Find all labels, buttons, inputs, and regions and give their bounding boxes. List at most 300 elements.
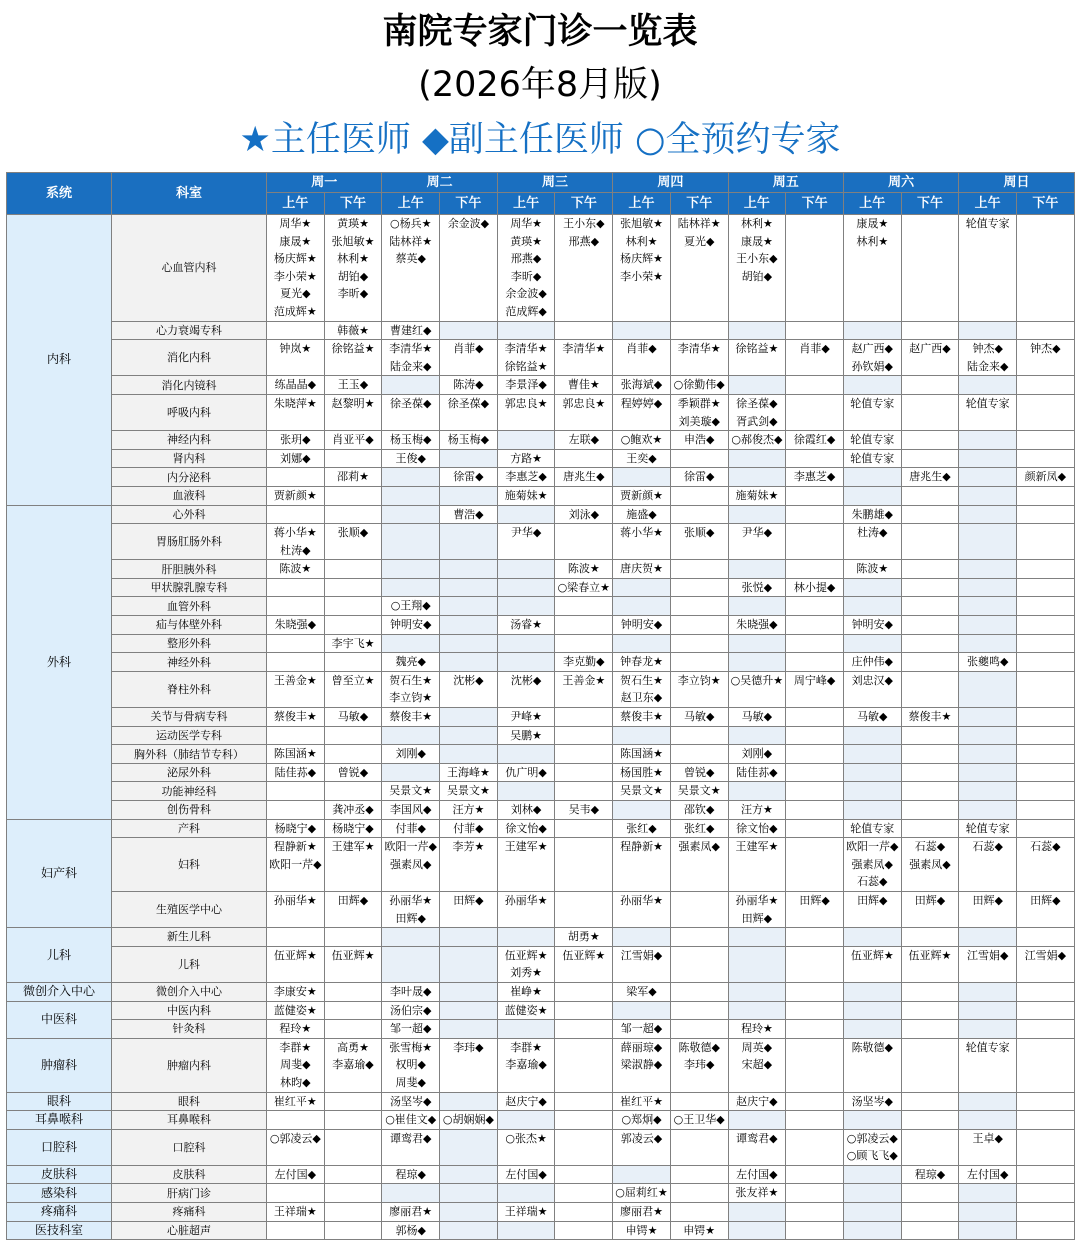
- pm-slot: [901, 763, 959, 782]
- doctor-name: 左付国◆: [274, 1167, 317, 1181]
- doctor-name: 蒋小华★: [273, 526, 317, 540]
- am-slot: [497, 671, 555, 707]
- doctor-name: 田辉◆: [1030, 893, 1061, 907]
- doctor-name: 轮值专家: [965, 396, 1010, 410]
- pm-slot: [1017, 1092, 1075, 1111]
- pm-slot: [670, 634, 728, 653]
- pm-slot: [1017, 653, 1075, 672]
- doctor-name: 谭鸾君◆: [736, 1131, 778, 1145]
- pm-slot: [555, 468, 613, 487]
- doctor-name: 李惠芝◆: [505, 470, 547, 484]
- doctor-name: 李玮◆: [453, 1040, 484, 1054]
- doctor-name: 轮值专家: [850, 433, 895, 447]
- am-slot: [267, 505, 325, 524]
- pm-slot: [440, 1111, 498, 1130]
- am-slot: [728, 726, 786, 745]
- pm-slot: [440, 726, 498, 745]
- doctor-name: 徐铭益★: [504, 359, 548, 373]
- schedule-row: [7, 745, 1075, 764]
- pm-slot: [1017, 782, 1075, 801]
- doctor-name: 申锷★: [625, 1223, 658, 1237]
- doctor-name: 徐圣葆◆: [390, 396, 432, 410]
- doctor-name: 李叶晟◆: [390, 984, 432, 998]
- pm-slot: [670, 486, 728, 505]
- am-slot: [497, 782, 555, 801]
- doctor-name: 周英◆: [741, 1040, 773, 1054]
- pm-slot: [786, 1203, 844, 1222]
- am-slot: [959, 946, 1017, 982]
- doctor-name: 汤坚岑◆: [851, 1094, 894, 1108]
- doctor-name: 李清华★: [389, 342, 433, 356]
- pm-slot: [786, 928, 844, 947]
- am-slot: [959, 376, 1017, 395]
- doctor-name: 田辉◆: [857, 893, 888, 907]
- pm-slot: [555, 1092, 613, 1111]
- dept-cell: 肿瘤内科: [112, 1038, 267, 1092]
- header-pm: 下午: [555, 193, 613, 215]
- doctor-name: 梁淑静◆: [620, 1058, 663, 1072]
- doctor-name: 欧阳一芹◆: [269, 857, 322, 871]
- doctor-name: 龚冲丞◆: [332, 803, 374, 816]
- doctor-name: 崔红平★: [273, 1094, 317, 1108]
- am-slot: [497, 215, 555, 322]
- doctor-name: 孙丽华★: [273, 893, 317, 907]
- doctor-name: 陈波★: [567, 562, 600, 576]
- pm-slot: [440, 708, 498, 727]
- am-slot: [728, 745, 786, 764]
- am-slot: [843, 763, 901, 782]
- pm-slot: [670, 946, 728, 982]
- am-slot: [613, 653, 671, 672]
- pm-slot: [901, 449, 959, 468]
- pm-slot: [440, 745, 498, 764]
- am-slot: [497, 982, 555, 1001]
- am-slot: [382, 745, 440, 764]
- doctor-name: 马敏◆: [857, 710, 888, 724]
- pm-slot: [324, 891, 382, 927]
- doctor-name: 程玲★: [279, 1022, 312, 1036]
- pm-slot: [901, 376, 959, 395]
- pm-slot: [555, 1001, 613, 1020]
- pm-slot: [555, 215, 613, 322]
- doctor-name: 轮值专家: [965, 217, 1010, 230]
- am-slot: [613, 1221, 671, 1240]
- am-slot: [728, 215, 786, 322]
- doctor-name: 程琼◆: [395, 1167, 426, 1181]
- pm-slot: [440, 819, 498, 838]
- doctor-name: 徐文怡◆: [505, 821, 547, 835]
- doctor-name: 陆佳荪◆: [274, 765, 317, 779]
- doctor-name: 余金波◆: [505, 287, 547, 301]
- pm-slot: [1017, 763, 1075, 782]
- schedule-row: [7, 1001, 1075, 1020]
- am-slot: [497, 597, 555, 616]
- doctor-name: 唐兆生◆: [909, 470, 951, 484]
- dept-cell: 脊柱外科: [112, 671, 267, 707]
- am-slot: [959, 763, 1017, 782]
- pm-slot: [555, 1221, 613, 1240]
- doctor-name: 杨庆辉★: [273, 252, 317, 266]
- doctor-name: 肖亚平◆: [332, 433, 374, 447]
- doctor-name: 崔红平★: [620, 1094, 663, 1108]
- doctor-name: 马敏◆: [683, 710, 715, 724]
- am-slot: [613, 1092, 671, 1111]
- am-slot: [613, 1165, 671, 1184]
- pm-slot: [786, 891, 844, 927]
- am-slot: [382, 1038, 440, 1092]
- schedule-row: [7, 671, 1075, 707]
- header-pm: 下午: [324, 193, 382, 215]
- pm-slot: [1017, 560, 1075, 579]
- am-slot: [267, 524, 325, 560]
- doctor-name: ○崔佳文◆: [385, 1113, 437, 1127]
- schedule-row: [7, 928, 1075, 947]
- pm-slot: [440, 394, 498, 430]
- doctor-name: 康晟★: [740, 234, 773, 248]
- am-slot: [959, 1184, 1017, 1203]
- pm-slot: [1017, 1184, 1075, 1203]
- doctor-name: 魏亮◆: [395, 655, 426, 669]
- doctor-name: 蒋小华★: [620, 526, 663, 540]
- doctor-name: 张友祥★: [735, 1186, 779, 1200]
- am-slot: [728, 524, 786, 560]
- am-slot: [728, 708, 786, 727]
- pm-slot: [324, 838, 382, 892]
- doctor-name: 郭忠良★: [504, 396, 548, 410]
- am-slot: [382, 801, 440, 820]
- schedule-row: [7, 763, 1075, 782]
- doctor-name: 伍亚辉★: [908, 948, 952, 962]
- doctor-name: 陈敬德◆: [678, 1040, 720, 1054]
- pm-slot: [901, 524, 959, 560]
- pm-slot: [786, 782, 844, 801]
- schedule-row: [7, 468, 1075, 487]
- schedule-row: [7, 1020, 1075, 1039]
- am-slot: [613, 671, 671, 707]
- doctor-name: 陆林祥★: [677, 217, 721, 230]
- pm-slot: [555, 982, 613, 1001]
- pm-slot: [901, 1020, 959, 1039]
- doctor-name: 石蕊◆: [1030, 840, 1061, 854]
- am-slot: [382, 782, 440, 801]
- doctor-name: 张玥◆: [280, 433, 311, 447]
- pm-slot: [555, 763, 613, 782]
- pm-slot: [324, 1001, 382, 1020]
- am-slot: [497, 394, 555, 430]
- dept-cell: 消化内科: [112, 340, 267, 376]
- pm-slot: [901, 801, 959, 820]
- doctor-name: 朱晓萍★: [273, 396, 317, 410]
- am-slot: [382, 394, 440, 430]
- am-slot: [497, 819, 555, 838]
- doctor-name: 蔡英◆: [395, 252, 426, 266]
- am-slot: [613, 578, 671, 597]
- doctor-name: 林利★: [625, 234, 658, 248]
- am-slot: [728, 1111, 786, 1130]
- am-slot: [267, 782, 325, 801]
- doctor-name: 伍亚辉★: [331, 948, 375, 962]
- header-pm: 下午: [670, 193, 728, 215]
- am-slot: [613, 394, 671, 430]
- pm-slot: [324, 634, 382, 653]
- pm-slot: [324, 524, 382, 560]
- pm-slot: [1017, 505, 1075, 524]
- pm-slot: [786, 321, 844, 340]
- doctor-name: 刘刚◆: [741, 747, 773, 761]
- dept-cell: 心脏超声: [112, 1221, 267, 1240]
- am-slot: [497, 431, 555, 450]
- am-slot: [613, 449, 671, 468]
- pm-slot: [324, 578, 382, 597]
- doctor-name: 林利★: [740, 217, 773, 230]
- pm-slot: [786, 524, 844, 560]
- am-slot: [959, 708, 1017, 727]
- am-slot: [728, 560, 786, 579]
- doctor-name: 田辉◆: [741, 911, 773, 925]
- am-slot: [382, 340, 440, 376]
- pm-slot: [440, 1001, 498, 1020]
- doctor-name: 钟明安◆: [620, 618, 663, 632]
- doctor-name: 伍亚辉★: [850, 948, 894, 962]
- doctor-name: 梁军◆: [626, 984, 657, 998]
- pm-slot: [555, 671, 613, 707]
- doctor-name: 程玲★: [740, 1022, 773, 1036]
- am-slot: [728, 616, 786, 635]
- pm-slot: [670, 340, 728, 376]
- am-slot: [959, 891, 1017, 927]
- doctor-name: 李清华★: [562, 342, 606, 356]
- pm-slot: [440, 340, 498, 376]
- am-slot: [959, 505, 1017, 524]
- schedule-row: [7, 578, 1075, 597]
- doctor-name: 邹一超◆: [620, 1022, 663, 1036]
- am-slot: [613, 376, 671, 395]
- am-slot: [728, 928, 786, 947]
- doctor-name: 欧阳一芹◆: [384, 840, 437, 854]
- doctor-name: 刘林◆: [510, 803, 542, 816]
- am-slot: [843, 801, 901, 820]
- am-slot: [267, 801, 325, 820]
- doctor-name: 杨庆辉★: [620, 252, 663, 266]
- am-slot: [959, 838, 1017, 892]
- doctor-name: 刘秀★: [510, 966, 543, 980]
- am-slot: [613, 819, 671, 838]
- am-slot: [843, 486, 901, 505]
- pm-slot: [1017, 215, 1075, 322]
- schedule-row: [7, 1221, 1075, 1240]
- doctor-name: 廖丽君★: [389, 1205, 433, 1219]
- pm-slot: [786, 1129, 844, 1165]
- am-slot: [728, 1001, 786, 1020]
- pm-slot: [555, 505, 613, 524]
- header-pm: 下午: [1017, 193, 1075, 215]
- doctor-name: ○屈莉红★: [615, 1186, 668, 1200]
- pm-slot: [324, 1221, 382, 1240]
- am-slot: [497, 524, 555, 560]
- pm-slot: [670, 982, 728, 1001]
- am-slot: [613, 616, 671, 635]
- doctor-name: 左付国◆: [505, 1167, 547, 1181]
- doctor-name: 范成辉★: [273, 304, 317, 318]
- pm-slot: [1017, 578, 1075, 597]
- pm-slot: [786, 215, 844, 322]
- pm-slot: [324, 819, 382, 838]
- doctor-name: 孙丽华★: [735, 893, 779, 907]
- pm-slot: [670, 321, 728, 340]
- doctor-name: 蔡俊丰★: [389, 710, 433, 724]
- am-slot: [267, 1020, 325, 1039]
- am-slot: [382, 560, 440, 579]
- doctor-name: 贺石生★: [389, 673, 433, 687]
- pm-slot: [555, 597, 613, 616]
- pm-slot: [1017, 321, 1075, 340]
- pm-slot: [555, 431, 613, 450]
- pm-slot: [670, 215, 728, 322]
- pm-slot: [324, 763, 382, 782]
- schedule-row: [7, 801, 1075, 820]
- pm-slot: [670, 578, 728, 597]
- am-slot: [497, 449, 555, 468]
- am-slot: [843, 1020, 901, 1039]
- am-slot: [959, 745, 1017, 764]
- doctor-name: 徐文怡◆: [736, 821, 778, 835]
- header-day: 周一: [267, 173, 382, 193]
- schedule-row: [7, 1092, 1075, 1111]
- am-slot: [959, 1129, 1017, 1165]
- pm-slot: [324, 560, 382, 579]
- doctor-name: 张顺◆: [337, 526, 369, 540]
- pm-slot: [555, 376, 613, 395]
- pm-slot: [786, 745, 844, 764]
- pm-slot: [555, 524, 613, 560]
- am-slot: [728, 340, 786, 376]
- am-slot: [843, 819, 901, 838]
- pm-slot: [670, 1221, 728, 1240]
- doctor-name: 刘美璇◆: [678, 414, 720, 428]
- pm-slot: [901, 505, 959, 524]
- am-slot: [613, 891, 671, 927]
- doctor-name: 朱晓强◆: [274, 618, 317, 632]
- pm-slot: [555, 394, 613, 430]
- am-slot: [613, 560, 671, 579]
- am-slot: [728, 838, 786, 892]
- pm-slot: [324, 449, 382, 468]
- am-slot: [613, 1020, 671, 1039]
- am-slot: [497, 838, 555, 892]
- am-slot: [267, 891, 325, 927]
- system-cell: 中医科: [7, 1001, 112, 1038]
- pm-slot: [555, 560, 613, 579]
- am-slot: [382, 708, 440, 727]
- pm-slot: [324, 1092, 382, 1111]
- pm-slot: [324, 505, 382, 524]
- header-am: 上午: [382, 193, 440, 215]
- am-slot: [959, 1092, 1017, 1111]
- dept-cell: 神经内科: [112, 431, 267, 450]
- am-slot: [613, 486, 671, 505]
- dept-cell: 心血管内科: [112, 215, 267, 322]
- header-day: 周五: [728, 173, 843, 193]
- doctor-name: 唐庆贺★: [620, 562, 663, 576]
- schedule-row: [7, 634, 1075, 653]
- pm-slot: [1017, 597, 1075, 616]
- pm-slot: [440, 801, 498, 820]
- am-slot: [497, 891, 555, 927]
- doctor-name: 林小提◆: [793, 580, 836, 594]
- dept-cell: 关节与骨病专科: [112, 708, 267, 727]
- pm-slot: [440, 376, 498, 395]
- doctor-name: 薛丽琼◆: [620, 1040, 663, 1054]
- am-slot: [382, 486, 440, 505]
- pm-slot: [555, 578, 613, 597]
- am-slot: [843, 215, 901, 322]
- doctor-name: 徐霞红◆: [793, 433, 836, 447]
- am-slot: [843, 946, 901, 982]
- doctor-name: 王奕◆: [626, 451, 657, 465]
- am-slot: [728, 578, 786, 597]
- pm-slot: [786, 1111, 844, 1130]
- am-slot: [613, 597, 671, 616]
- pm-slot: [440, 634, 498, 653]
- am-slot: [959, 449, 1017, 468]
- pm-slot: [670, 671, 728, 707]
- pm-slot: [901, 1129, 959, 1165]
- am-slot: [843, 1203, 901, 1222]
- am-slot: [382, 1020, 440, 1039]
- am-slot: [613, 838, 671, 892]
- am-slot: [959, 819, 1017, 838]
- doctor-name: 陈波★: [279, 562, 312, 576]
- pm-slot: [324, 782, 382, 801]
- dept-cell: 妇科: [112, 838, 267, 892]
- doctor-name: 轮值专家: [850, 821, 895, 835]
- pm-slot: [901, 394, 959, 430]
- pm-slot: [670, 1165, 728, 1184]
- pm-slot: [324, 468, 382, 487]
- pm-slot: [440, 321, 498, 340]
- doctor-name: 强素凤◆: [851, 857, 894, 871]
- pm-slot: [786, 1092, 844, 1111]
- doctor-name: ○吴德升★: [730, 673, 784, 687]
- doctor-name: 庄仲伟◆: [851, 655, 894, 669]
- pm-slot: [786, 1221, 844, 1240]
- pm-slot: [901, 1203, 959, 1222]
- doctor-name: 崔峥★: [510, 984, 543, 998]
- am-slot: [959, 982, 1017, 1001]
- pm-slot: [440, 946, 498, 982]
- dept-cell: 整形外科: [112, 634, 267, 653]
- dept-cell: 消化内镜科: [112, 376, 267, 395]
- pm-slot: [440, 524, 498, 560]
- pm-slot: [1017, 838, 1075, 892]
- doctor-name: 周斐◆: [395, 1075, 426, 1089]
- am-slot: [267, 1001, 325, 1020]
- am-slot: [497, 708, 555, 727]
- pm-slot: [670, 1092, 728, 1111]
- pm-slot: [901, 616, 959, 635]
- pm-slot: [555, 946, 613, 982]
- doctor-name: ○梁春立★: [557, 580, 611, 594]
- am-slot: [497, 726, 555, 745]
- am-slot: [267, 321, 325, 340]
- pm-slot: [901, 1165, 959, 1184]
- doctor-name: 唐兆生◆: [563, 470, 605, 484]
- doctor-name: 曹浩◆: [453, 507, 484, 521]
- schedule-row: [7, 891, 1075, 927]
- doctor-name: 李康安★: [273, 984, 317, 998]
- dept-cell: 胃肠肛肠外科: [112, 524, 267, 560]
- doctor-name: 李嘉瑜◆: [505, 1058, 547, 1072]
